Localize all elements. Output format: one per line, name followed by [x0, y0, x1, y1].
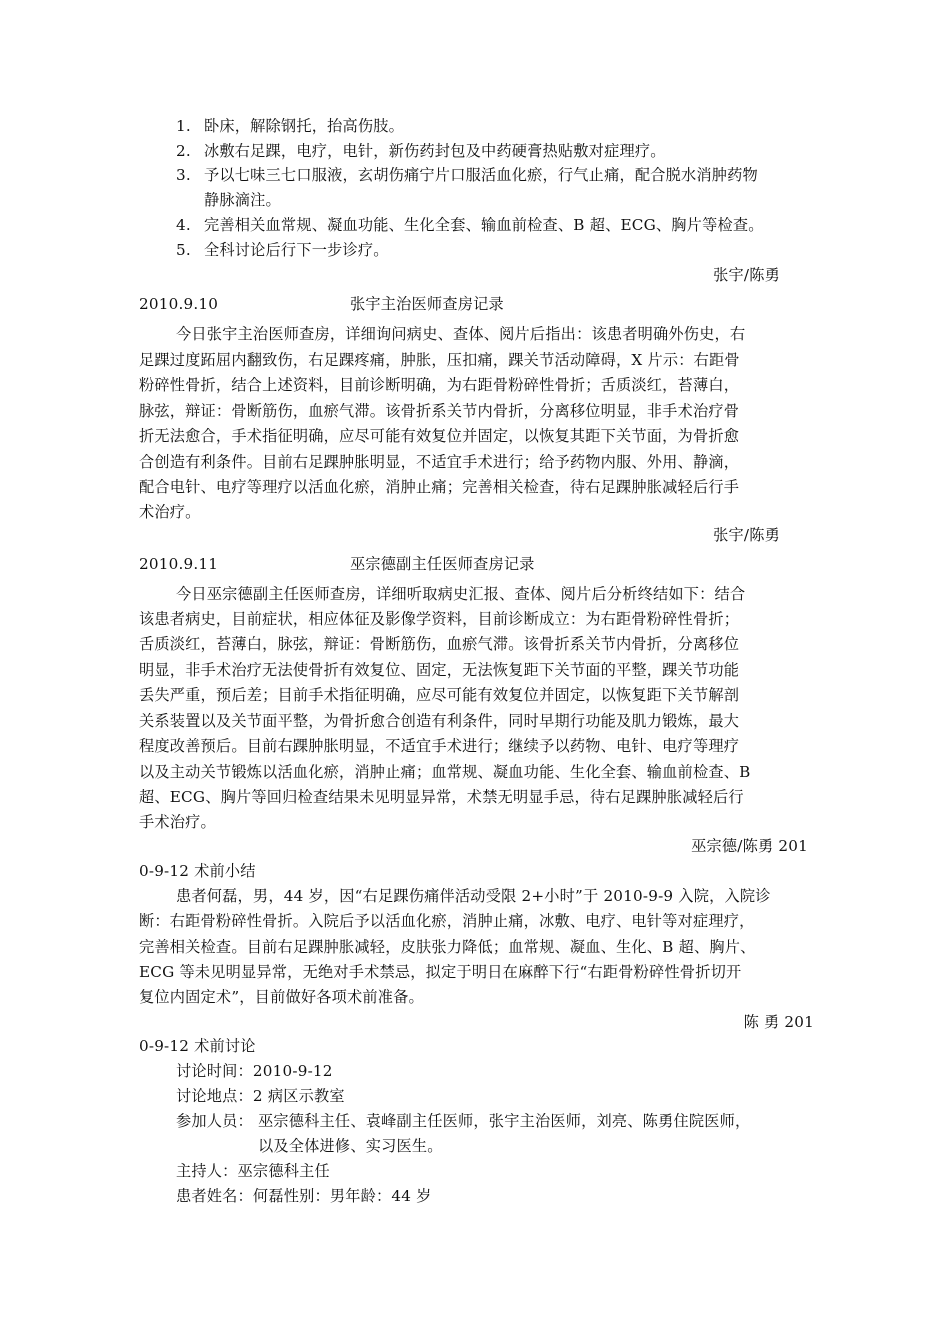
- paragraph-line: 今日张宇主治医师查房，详细询问病史、查体、阅片后指出：该患者明确外伤史，右: [176, 325, 746, 343]
- paragraph-line: 复位内固定术”，目前做好各项术前准备。: [139, 988, 424, 1006]
- participants-line: 以及全体进修、实习医生。: [258, 1137, 443, 1155]
- list-number: 1.: [176, 117, 191, 135]
- paragraph-line: 完善相关检查。目前右足踝肿胀减轻，皮肤张力降低；血常规、凝血、生化、B 超、胸片、: [139, 938, 756, 956]
- record-date: 2010.9.10: [139, 295, 219, 313]
- list-text: 全科讨论后行下一步诊疗。: [204, 241, 389, 259]
- paragraph-line: 以及主动关节锻炼以活血化瘀，消肿止痛；血常规、凝血功能、生化全套、输血前检查、B: [139, 763, 751, 781]
- participants-line: 巫宗德科主任、袁峰副主任医师，张宇主治医师，刘亮、陈勇住院医师，: [258, 1112, 751, 1130]
- paragraph-line: 手术治疗。: [139, 813, 216, 831]
- paragraph-line: 脉弦，辩证：骨断筋伤，血瘀气滞。该骨折系关节内骨折，分离移位明显，非手术治疗骨: [139, 402, 740, 420]
- paragraph-line: 足踝过度跖屈内翻致伤，右足踝疼痛，肿胀，压扣痛，踝关节活动障碍，X 片示：右距骨: [139, 351, 740, 369]
- paragraph-line: 配合电针、电疗等理疗以活血化瘀，消肿止痛；完善相关检查，待右足踝肿胀减轻后行手: [139, 478, 740, 496]
- discussion-place: 讨论地点：2 病区示教室: [176, 1087, 345, 1105]
- list-text: 静脉滴注。: [204, 191, 281, 209]
- paragraph-line: 患者何磊，男，44 岁，因“右足踝伤痛伴活动受限 2+小时”于 2010-9-9 入院，入院诊: [176, 887, 771, 905]
- list-number: 2.: [176, 142, 191, 160]
- paragraph-line: 粉碎性骨折，结合上述资料，目前诊断明确，为右距骨粉碎性骨折；舌质淡红，苔薄白，: [139, 376, 740, 394]
- list-number: 3.: [176, 166, 191, 184]
- participants-label: 参加人员：: [176, 1112, 253, 1130]
- record-date: 2010.9.11: [139, 555, 219, 573]
- patient-info: 患者姓名：何磊性别：男年龄：44 岁: [176, 1187, 432, 1205]
- paragraph-line: 超、ECG、胸片等回归检查结果未见明显异常，术禁无明显手忌，待右足踝肿胀减轻后行: [139, 788, 744, 806]
- section-heading: 0-9-12 术前小结: [139, 862, 256, 880]
- list-number: 5.: [176, 241, 191, 259]
- signature: 张宇/陈勇: [713, 526, 780, 544]
- paragraph-line: 程度改善预后。目前右踝肿胀明显，不适宜手术进行；继续予以药物、电针、电疗等理疗: [139, 737, 740, 755]
- signature: 张宇/陈勇: [713, 266, 780, 284]
- paragraph-line: 折无法愈合，手术指征明确，应尽可能有效复位并固定，以恢复其距下关节面，为骨折愈: [139, 427, 740, 445]
- paragraph-line: 明显，非手术治疗无法使骨折有效复位、固定，无法恢复距下关节面的平整，踝关节功能: [139, 661, 740, 679]
- record-title: 张宇主治医师查房记录: [350, 295, 504, 313]
- paragraph-line: 今日巫宗德副主任医师查房，详细听取病史汇报、查体、阅片后分析终结如下：结合: [176, 585, 746, 603]
- section-heading: 0-9-12 术前讨论: [139, 1037, 256, 1055]
- list-number: 4.: [176, 216, 191, 234]
- paragraph-line: 舌质淡红，苔薄白，脉弦，辩证：骨断筋伤，血瘀气滞。该骨折系关节内骨折，分离移位: [139, 635, 740, 653]
- list-text: 予以七味三七口服液，玄胡伤痛宁片口服活血化瘀，行气止痛，配合脱水消肿药物: [204, 166, 758, 184]
- signature: 陈 勇 201: [743, 1013, 814, 1031]
- list-text: 完善相关血常规、凝血功能、生化全套、输血前检查、B 超、ECG、胸片等检查。: [204, 216, 764, 234]
- discussion-time: 讨论时间：2010-9-12: [176, 1062, 333, 1080]
- paragraph-line: 术治疗。: [139, 503, 201, 521]
- record-title: 巫宗德副主任医师查房记录: [350, 555, 535, 573]
- paragraph-line: 关系装置以及关节面平整，为骨折愈合创造有利条件，同时早期行功能及肌力锻炼，最大: [139, 712, 740, 730]
- list-text: 卧床，解除钢托，抬高伤肢。: [204, 117, 405, 135]
- list-text: 冰敷右足踝，电疗，电针，新伤药封包及中药硬膏热贴敷对症理疗。: [204, 142, 666, 160]
- paragraph-line: 断：右距骨粉碎性骨折。入院后予以活血化瘀，消肿止痛，冰敷、电疗、电针等对症理疗，: [139, 912, 755, 930]
- paragraph-line: 该患者病史，目前症状，相应体征及影像学资料，目前诊断成立：为右距骨粉碎性骨折；: [139, 610, 740, 628]
- discussion-host: 主持人：巫宗德科主任: [176, 1162, 330, 1180]
- paragraph-line: ECG 等未见明显异常，无绝对手术禁忌，拟定于明日在麻醉下行“右距骨粉碎性骨折切开: [139, 963, 742, 981]
- signature: 巫宗德/陈勇 201: [691, 837, 808, 855]
- paragraph-line: 合创造有利条件。目前右足踝肿胀明显，不适宜手术进行；给予药物内服、外用、静滴，: [139, 453, 740, 471]
- paragraph-line: 丢失严重，预后差；目前手术指征明确，应尽可能有效复位并固定，以恢复距下关节解剖: [139, 686, 740, 704]
